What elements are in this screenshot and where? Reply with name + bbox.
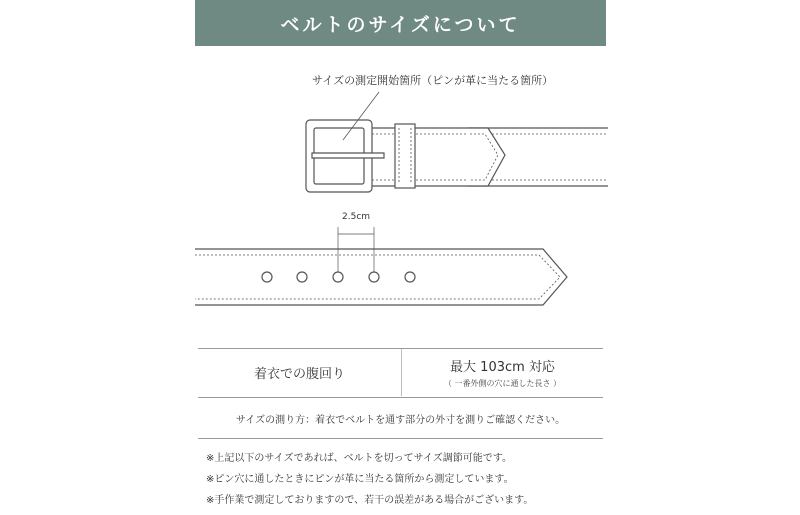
strap-stitch — [195, 255, 560, 299]
strap-illustration — [195, 227, 567, 305]
belt-hole — [262, 272, 272, 282]
size-value-cell — [402, 349, 603, 396]
size-label-cell — [198, 349, 401, 396]
belt-hole — [297, 272, 307, 282]
belt-hole — [369, 272, 379, 282]
title-text: ベルトのサイズについて — [280, 13, 521, 36]
how-to-measure: サイズの測り方：着衣でベルトを通す部分の外寸を測りご確認ください。 — [235, 415, 566, 426]
measure-start-note: サイズの測定開始箇所（ピンが革に当たる箇所） — [312, 74, 554, 87]
note-item: ※上記以下のサイズであれば、ベルトを切ってサイズ調節可能です。 — [206, 453, 512, 464]
hole-spacing-label: 2.5cm — [342, 212, 371, 222]
notes-list — [206, 448, 533, 511]
size-value-note: （ 一番外側の穴に通した長さ ） — [443, 379, 562, 388]
belt-hole — [405, 272, 415, 282]
notes-divider — [198, 438, 603, 439]
buckle-prong — [312, 153, 384, 158]
buckle-illustration — [306, 92, 608, 192]
table-bottom-divider — [198, 397, 603, 398]
strap-outline — [195, 249, 567, 305]
note-item: ※ピン穴に通したときにピンが革に当たる箇所から測定しています。 — [206, 474, 514, 485]
belt-keeper — [395, 124, 415, 188]
belt-hole — [333, 272, 343, 282]
size-value: 最大 103cm 対応 — [450, 360, 555, 375]
note-item: ※手作業で測定しておりますので、若干の誤差がある場合がございます。 — [206, 495, 534, 506]
size-label: 着衣での腹回り — [253, 367, 345, 382]
